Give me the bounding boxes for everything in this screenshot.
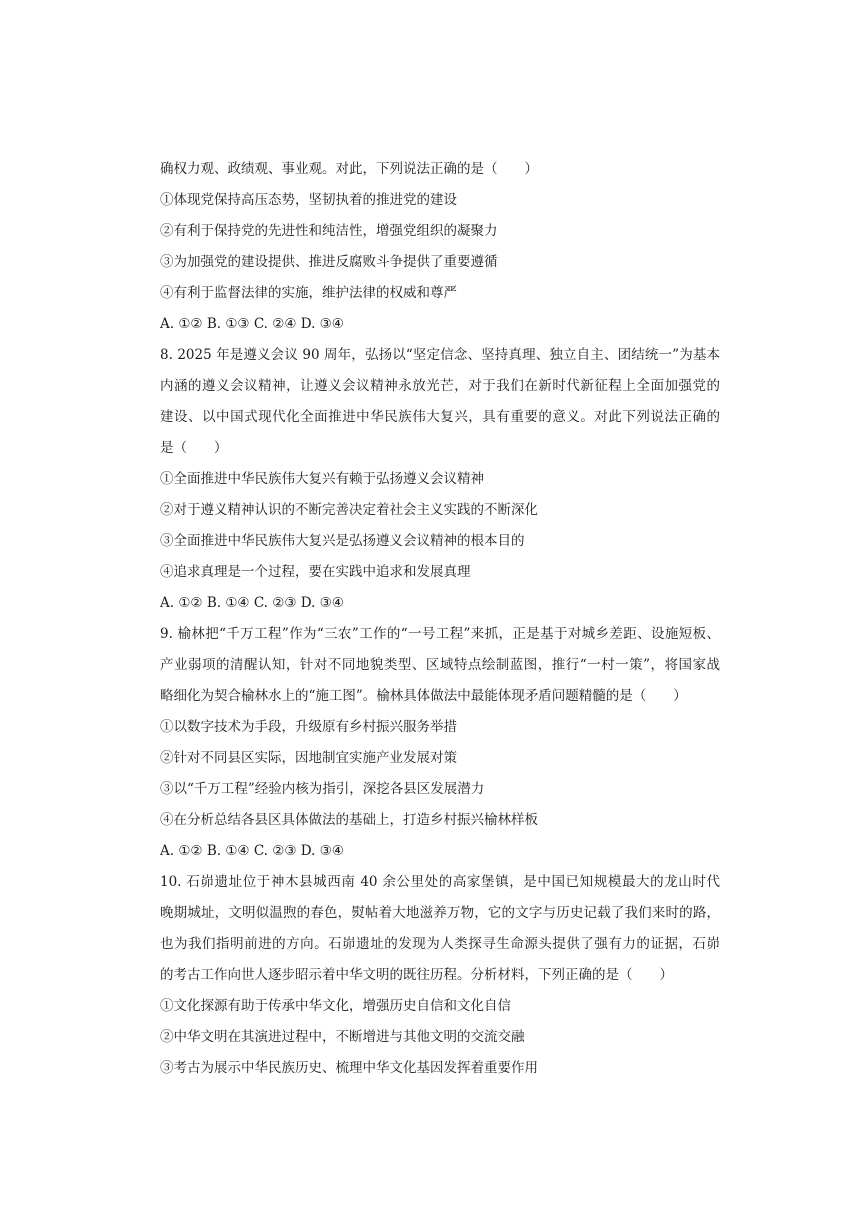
answer-choices: A. ①② B. ①④ C. ②③ D. ③④ — [160, 595, 344, 611]
question-10-stem: 的考古工作向世人逐步昭示着中华文明的既往历程。分析材料，下列正确的是（ ） — [160, 967, 673, 983]
option-line: ②针对不同县区实际，因地制宜实施产业发展对策 — [160, 750, 457, 766]
text-line: 确权力观、政绩观、事业观。对此，下列说法正确的是（ ） — [160, 161, 538, 177]
option-line: ①文化探源有助于传承中华文化，增强历史自信和文化自信 — [160, 998, 511, 1014]
question-10-stem: 晚期城址，文明似温煦的春色，熨帖着大地滋养万物，它的文字与历史记载了我们来时的路， — [160, 905, 720, 921]
answer-choices: A. ①② B. ①④ C. ②③ D. ③④ — [160, 843, 344, 859]
option-line: ③以“千万工程”经验内核为指引，深挖各县区发展潜力 — [160, 781, 485, 797]
option-line: ①以数字技术为手段，升级原有乡村振兴服务举措 — [160, 719, 457, 735]
option-line: ④有利于监督法律的实施，维护法律的权威和尊严 — [160, 285, 457, 301]
option-line: ①全面推进中华民族伟大复兴有赖于弘扬遵义会议精神 — [160, 471, 484, 487]
question-9-stem: 产业弱项的清醒认知，针对不同地貌类型、区域特点绘制蓝图，推行“一村一策”，将国家战 — [160, 657, 720, 673]
answer-choices: A. ①② B. ①③ C. ②④ D. ③④ — [160, 316, 344, 332]
option-line: ③全面推进中华民族伟大复兴是弘扬遵义会议精神的根本目的 — [160, 533, 525, 549]
option-line: ③为加强党的建设提供、推进反腐败斗争提供了重要遵循 — [160, 254, 498, 270]
option-line: ④在分析总结各县区具体做法的基础上，打造乡村振兴榆林样板 — [160, 812, 538, 828]
question-9-stem: 9. 榆林把“千万工程”作为“三农”工作的“一号工程”来抓，正是基于对城乡差距、设施短板、 — [160, 626, 720, 642]
option-line: ①体现党保持高压态势，坚韧执着的推进党的建设 — [160, 192, 457, 208]
question-9-stem: 略细化为契合榆林水上的“施工图”。榆林具体做法中最能体现矛盾问题精髓的是（ ） — [160, 688, 687, 704]
option-line: ③考古为展示中华民族历史、梳理中华文化基因发挥着重要作用 — [160, 1060, 538, 1076]
question-8-stem: 建设、以中国式现代化全面推进中华民族伟大复兴，具有重要的意义。对此下列说法正确的 — [160, 409, 720, 425]
question-8-stem: 是（ ） — [160, 440, 228, 456]
question-10-stem: 10. 石峁遗址位于神木县城西南 40 余公里处的高家堡镇，是中国已知规模最大的龙山时代 — [160, 874, 720, 890]
option-line: ④追求真理是一个过程，要在实践中追求和发展真理 — [160, 564, 471, 580]
question-10-stem: 也为我们指明前进的方向。石峁遗址的发现为人类探寻生命源头提供了强有力的证据，石峁 — [160, 936, 720, 952]
question-8-stem: 内涵的遵义会议精神，让遵义会议精神永放光芒，对于我们在新时代新征程上全面加强党的 — [160, 378, 720, 394]
question-8-stem: 8. 2025 年是遵义会议 90 周年，弘扬以“坚定信念、坚持真理、独立自主、团结统一”为基本 — [160, 347, 720, 363]
option-line: ②对于遵义精神认识的不断完善决定着社会主义实践的不断深化 — [160, 502, 538, 518]
option-line: ②有利于保持党的先进性和纯洁性，增强党组织的凝聚力 — [160, 223, 498, 239]
option-line: ②中华文明在其演进过程中，不断增进与其他文明的交流交融 — [160, 1029, 525, 1045]
